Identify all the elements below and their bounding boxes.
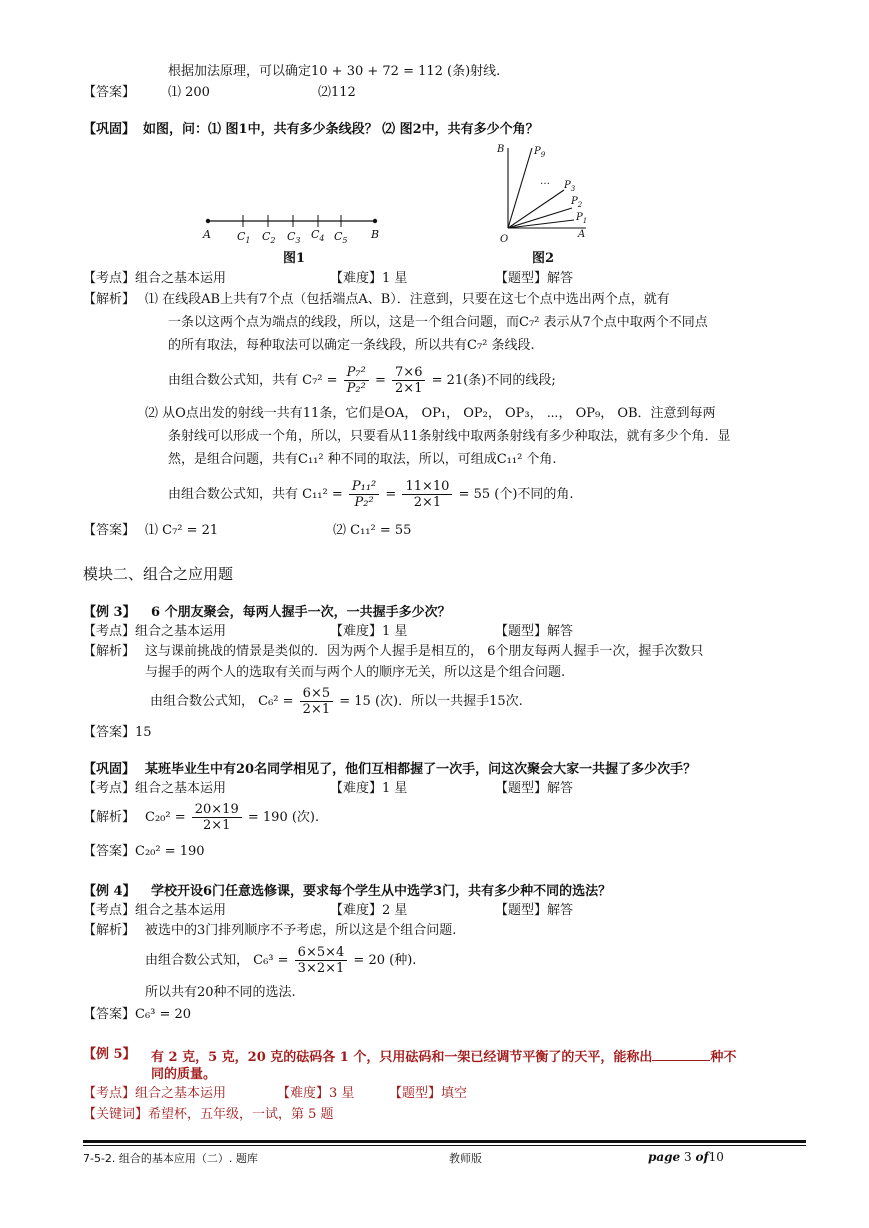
ex4-frac: $\frac{6\times 5\times 4}{3\times 2\times 1}$ xyxy=(295,945,348,976)
ex4-tixing: 【题型】解答 xyxy=(495,903,574,918)
label-p9: $P_9$ xyxy=(534,146,546,159)
ex3-kaodian: 【考点】组合之基本运用 xyxy=(83,624,227,639)
gonggu2-tixing: 【题型】解答 xyxy=(495,781,574,796)
module-title: 模块二、组合之应用题 xyxy=(83,565,234,583)
gonggu1-answer-1: ⑴ C₇² = 21 xyxy=(145,523,219,538)
label-p3: $P_3$ xyxy=(564,180,576,193)
p2-formula-post: = 55 (个)不同的角. xyxy=(458,487,574,502)
label-c1: $C_1$ xyxy=(237,230,251,245)
ex3-tag: 【例 3】 xyxy=(83,605,136,620)
figure-2-rays xyxy=(490,138,600,250)
label-c3: $C_3$ xyxy=(287,230,301,245)
gonggu1-jiexi-tag: 【解析】 xyxy=(83,292,136,307)
gonggu1-question: 如图，问：⑴ 图1中，共有多少条线段？ ⑵ 图2中，共有多少个角？ xyxy=(143,122,539,137)
gonggu1-p2-line1: ⑵ 从O点出发的射线一共有11条，它们是OA， OP₁， OP₂， OP₃， ⋯， OP₉， OB．注意到每两 xyxy=(145,406,716,421)
ray-op2 xyxy=(508,208,572,228)
gonggu1-p1-formula: 由组合数公式知，共有 C₇² = $\frac{\text{P₇²}}{\text{P₂²}}$ = $\frac{7\times 6}{2\times 1}$ = 21(条)不同的线段; xyxy=(168,365,556,396)
ex3-frac: $\frac{6\times 5}{2\times 1}$ xyxy=(300,686,333,717)
ex5-tag: 【例 5】 xyxy=(83,1047,136,1062)
p2-formula-pre: 由组合数公式知，共有 C₁₁² = xyxy=(168,487,343,502)
gonggu1-kaodian: 【考点】组合之基本运用 xyxy=(83,271,227,286)
footer-center: 教师版 xyxy=(449,1152,482,1165)
gonggu2-answer: 【答案】C₂₀² = 190 xyxy=(83,844,205,859)
p1-formula-pre: 由组合数公式知，共有 C₇² = xyxy=(168,373,338,388)
gonggu1-p1-line2: 一条以这两个点为端点的线段，所以，这是一个组合问题，而C₇² 表示从7个点中取两个不同点 xyxy=(168,315,708,330)
figure-2-caption: 图2 xyxy=(532,251,555,266)
gonggu1-p1-line1: ⑴ 在线段AB上共有7个点（包括端点A、B）．注意到，只要在这七个点中选出两个点，就有 xyxy=(145,292,670,307)
prev-line: 根据加法原理，可以确定10 + 30 + 72 = 112 (条)射线. xyxy=(168,64,501,79)
gonggu2-kaodian: 【考点】组合之基本运用 xyxy=(83,781,227,796)
label-b: B xyxy=(371,228,380,241)
ex4-tag: 【例 4】 xyxy=(83,884,136,899)
footer-left: 7-5-2. 组合的基本应用（二）. 题库 xyxy=(83,1152,258,1165)
label-c5: $C_5$ xyxy=(334,230,348,245)
label-dots: … xyxy=(540,176,550,187)
ex3-question: 6 个朋友聚会，每两人握手一次，一共握手多少次？ xyxy=(151,605,451,620)
ex4-jiexi-tag: 【解析】 xyxy=(83,923,136,938)
gonggu1-p2-line3: 然，是组合问题，共有C₁₁² 种不同的取法，所以，可组成C₁₁² 个角. xyxy=(168,452,557,467)
prev-answer-1: ⑴ 200 xyxy=(168,85,210,100)
p1-frac-perm: $\frac{\text{P₇²}}{\text{P₂²}}$ xyxy=(344,365,369,396)
ex5-tixing: 【题型】填空 xyxy=(389,1086,468,1101)
point-a xyxy=(206,219,210,223)
gonggu1-p1-line3: 的所有取法，每种取法可以确定一条线段，所以共有C₇² 条线段. xyxy=(168,338,535,353)
label-p2: $P_2$ xyxy=(571,196,583,209)
ex4-formula: 由组合数公式知， C₆³ = $\frac{6\times 5\times 4}{3\times 2\times 1}$ = 20 (种). xyxy=(145,945,417,976)
ray-op9 xyxy=(508,148,532,228)
gonggu2-question: 某班毕业生中有20名同学相见了，他们互相都握了一次手，问这次聚会大家一共握了多少次手？ xyxy=(145,762,697,777)
ex3-nandu: 【难度】1 星 xyxy=(330,624,408,639)
gonggu1-p2-formula: 由组合数公式知，共有 C₁₁² = $\frac{\text{P₁₁²}}{\text{P₂²}}$ = $\frac{11\times 10}{2\times 1}$ = 55 (个)不同的角. xyxy=(168,479,574,510)
gonggu2-tag: 【巩固】 xyxy=(83,762,136,777)
gonggu2-nandu: 【难度】1 星 xyxy=(330,781,408,796)
point-b xyxy=(373,219,377,223)
footer-page: page 3 of10 xyxy=(648,1150,724,1164)
ex5-answer-blank[interactable] xyxy=(652,1046,710,1061)
gonggu2-frac: $\frac{20\times 19}{2\times 1}$ xyxy=(192,802,242,833)
ex3-line2: 与握手的两个人的选取有关而与两个人的顺序无关，所以这是个组合问题. xyxy=(145,665,566,680)
label-c4: $C_4$ xyxy=(311,228,325,243)
gonggu2-jiexi-tag: 【解析】 xyxy=(83,810,136,825)
ex5-nandu: 【难度】3 星 xyxy=(277,1086,355,1101)
gonggu1-tag: 【巩固】 xyxy=(83,122,136,137)
footer-rule-thick xyxy=(83,1140,806,1143)
gonggu1-tixing: 【题型】解答 xyxy=(495,271,574,286)
ex4-kaodian: 【考点】组合之基本运用 xyxy=(83,903,227,918)
p2-frac-product: $\frac{11\times 10}{2\times 1}$ xyxy=(402,479,452,510)
prev-answer-2: ⑵112 xyxy=(318,85,356,100)
ex5-question-a: 有 2 克，5 克，20 克的砝码各 1 个，只用砝码和一架已经调节平衡了的天平，能称出 种不 xyxy=(151,1046,736,1067)
label-p1: $P_1$ xyxy=(576,212,588,225)
p1-frac-product: $\frac{7\times 6}{2\times 1}$ xyxy=(392,365,425,396)
ex3-answer: 【答案】15 xyxy=(83,725,152,740)
ex4-nandu: 【难度】2 星 xyxy=(330,903,408,918)
label-a: A xyxy=(203,228,211,241)
figure-1-caption: 图1 xyxy=(283,251,306,266)
label-o: O xyxy=(500,234,509,245)
footer-rule-thin xyxy=(83,1145,806,1146)
ex5-question-c: 同的质量。 xyxy=(151,1067,217,1082)
ex4-line1: 被选中的3门排列顺序不予考虑，所以这是个组合问题. xyxy=(145,923,457,938)
ex5-kaodian: 【考点】组合之基本运用 xyxy=(83,1086,227,1101)
label-b: B xyxy=(497,144,505,155)
gonggu1-p2-line2: 条射线可以形成一个角，所以，只要看从11条射线中取两条射线有多少种取法，就有多少个角．显 xyxy=(168,429,731,444)
ex3-jiexi-tag: 【解析】 xyxy=(83,644,136,659)
ex4-answer: 【答案】C₆³ = 20 xyxy=(83,1007,192,1022)
ex4-question: 学校开设6门任意选修课，要求每个学生从中选学3门，共有多少种不同的选法？ xyxy=(151,884,612,899)
label-a: A xyxy=(578,229,586,240)
ex3-formula: 由组合数公式知， C₆² = $\frac{6\times 5}{2\times 1}$ = 15 (次)．所以一共握手15次. xyxy=(150,686,523,717)
label-c2: $C_2$ xyxy=(262,230,276,245)
gonggu1-nandu: 【难度】1 星 xyxy=(330,271,408,286)
ex4-line3: 所以共有20种不同的选法. xyxy=(145,985,296,1000)
gonggu2-formula: C₂₀² = $\frac{20\times 19}{2\times 1}$ = 190 (次). xyxy=(145,802,320,833)
p1-formula-post: = 21(条)不同的线段; xyxy=(431,373,556,388)
ex3-tixing: 【题型】解答 xyxy=(495,624,574,639)
prev-answer-tag: 【答案】 xyxy=(83,85,136,100)
ex5-keywords: 【关键词】希望杯，五年级，一试，第 5 题 xyxy=(83,1107,334,1122)
ex3-line1: 这与课前挑战的情景是类似的．因为两个人握手是相互的， 6个朋友每两人握手一次，握手次数只 xyxy=(145,644,704,659)
gonggu1-answer-2: ⑵ C₁₁² = 55 xyxy=(333,523,412,538)
gonggu1-answer-tag: 【答案】 xyxy=(83,523,136,538)
p2-frac-perm: $\frac{\text{P₁₁²}}{\text{P₂²}}$ xyxy=(349,479,379,510)
